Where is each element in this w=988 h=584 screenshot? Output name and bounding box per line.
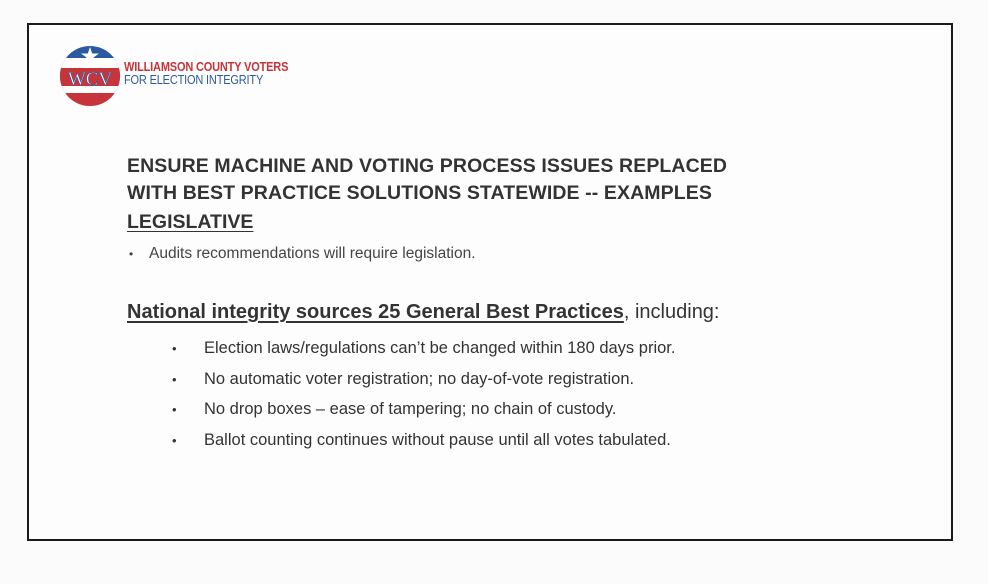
list-item xyxy=(172,394,675,425)
legislative-heading: LEGISLATIVE xyxy=(127,211,254,233)
bullet-dot-icon: • xyxy=(172,371,177,387)
list-item-text: No automatic voter registration; no day-of-vote registration. xyxy=(204,369,635,388)
practices-suffix: , including: xyxy=(623,301,720,323)
list-item-text: Ballot counting continues without pause until all votes tabulated. xyxy=(204,430,671,449)
wcv-logo xyxy=(59,45,121,107)
legislative-bullet xyxy=(129,245,476,263)
org-name-line1: WILLIAMSON COUNTY VOTERS xyxy=(124,60,289,74)
logo-monogram: WCV xyxy=(67,69,113,90)
bullet-dot-icon: • xyxy=(129,247,134,261)
bullet-dot-icon: • xyxy=(172,341,177,356)
slide xyxy=(27,23,953,541)
org-name xyxy=(124,61,288,87)
slide-heading xyxy=(127,153,727,207)
practices-title: National integrity sources 25 General Best Practices xyxy=(127,301,624,323)
practices-heading xyxy=(127,301,720,324)
bullet-dot-icon: • xyxy=(172,402,177,417)
bullet-dot-icon: • xyxy=(172,432,177,448)
heading-line2: WITH BEST PRACTICE SOLUTIONS STATEWIDE -- EXAMPLES xyxy=(127,182,712,204)
heading-line1: ENSURE MACHINE AND VOTING PROCESS ISSUES REPLACED xyxy=(127,155,728,177)
list-item xyxy=(172,364,675,395)
legislative-bullet-text: Audits recommendations will require legislation. xyxy=(149,245,476,262)
list-item xyxy=(172,333,675,364)
org-name-line2: FOR ELECTION INTEGRITY xyxy=(124,73,264,87)
list-item xyxy=(172,425,675,456)
practices-list xyxy=(172,333,675,455)
list-item-text: Election laws/regulations can’t be changed within 180 days prior. xyxy=(204,339,676,357)
list-item-text: No drop boxes – ease of tampering; no chain of custody. xyxy=(204,400,617,418)
